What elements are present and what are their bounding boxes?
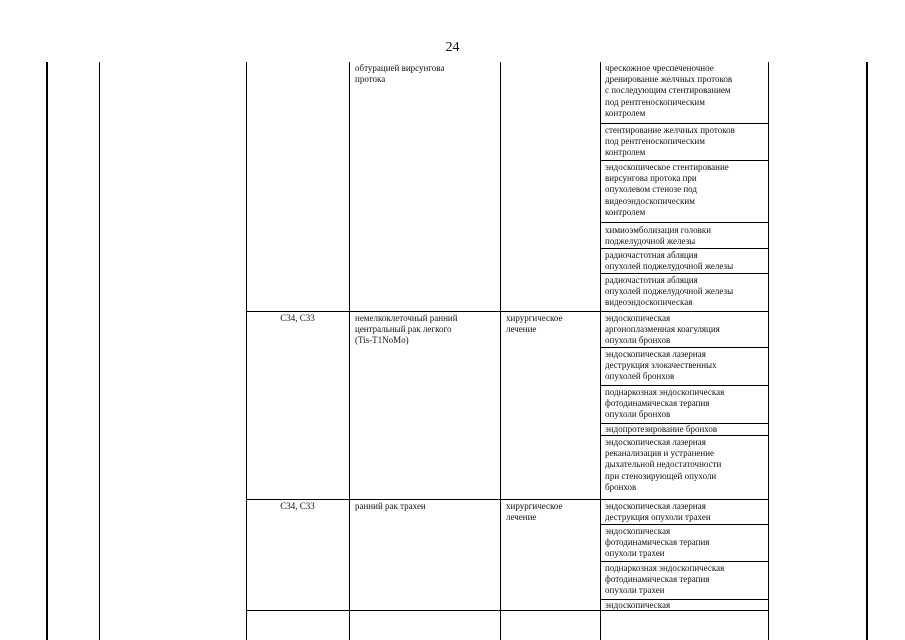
diagnosis-cell: ранний рак трахеи bbox=[355, 501, 426, 511]
table-border-right bbox=[866, 62, 868, 640]
column-rule bbox=[349, 62, 350, 640]
procedure-cell: эндоскопическая лазерная деструкция опухоли трахеи bbox=[605, 501, 711, 523]
column-rule bbox=[99, 62, 100, 640]
row-separator bbox=[246, 311, 769, 312]
procedure-cell: поднаркозная эндоскопическая фотодинамическая терапия опухоли трахеи bbox=[605, 563, 725, 596]
procedure-separator bbox=[600, 347, 769, 348]
procedure-cell: чрескожное чреспеченочное дренирование желчных протоков с последующим стентированием под рентгеноскопическим контролем bbox=[605, 63, 733, 118]
column-rule bbox=[500, 62, 501, 640]
diagnosis-cell: обтурацией вирсунгова протока bbox=[355, 63, 445, 85]
procedure-separator bbox=[600, 524, 769, 525]
treatment-cell: хирургическое лечение bbox=[506, 313, 563, 335]
procedure-separator bbox=[600, 561, 769, 562]
column-rule bbox=[600, 62, 601, 640]
code-cell: С34, С33 bbox=[280, 501, 315, 511]
procedure-cell: эндоскопическое стентирование вирсунгова протока при опухолевом стенозе под видеоэндоскопическим контролем bbox=[605, 162, 729, 217]
procedure-cell: радиочастотная абляция опухолей поджелудочной железы bbox=[605, 250, 734, 272]
procedure-cell: радиочастотная абляция опухолей поджелудочной железы видеоэндоскопическая bbox=[605, 275, 734, 308]
procedure-separator bbox=[600, 385, 769, 386]
procedure-cell: эндопротезирование бронхов bbox=[605, 424, 718, 434]
procedure-cell: поднаркозная эндоскопическая фотодинамическая терапия опухоли бронхов bbox=[605, 387, 725, 420]
row-separator bbox=[246, 499, 769, 500]
diagnosis-cell: немелкоклеточный ранний центральный рак легкого (Tis-T1NoMo) bbox=[355, 313, 458, 346]
procedure-separator bbox=[600, 273, 769, 274]
procedure-separator bbox=[600, 222, 769, 223]
procedure-cell: эндоскопическая лазерная реканализация и устранение дыхательной недостаточности при стенозирующей опухоли бронхов bbox=[605, 437, 722, 492]
procedure-separator bbox=[600, 123, 769, 124]
procedure-cell: эндоскопическая фотодинамическая терапия опухоли трахеи bbox=[605, 526, 710, 559]
procedure-separator bbox=[600, 248, 769, 249]
page-number: 24 bbox=[445, 40, 460, 55]
procedure-cell: эндоскопическая аргоноплазменная коагуляция опухоли бронхов bbox=[605, 313, 720, 346]
column-rule bbox=[246, 62, 247, 640]
table-border-left bbox=[46, 62, 48, 640]
procedure-cell: эндоскопическая bbox=[605, 600, 671, 610]
procedure-cell: эндоскопическая лазерная деструкция злокачественных опухолей бронхов bbox=[605, 349, 717, 382]
procedure-separator bbox=[600, 160, 769, 161]
treatment-cell: хирургическое лечение bbox=[506, 501, 563, 523]
code-cell: С34, С33 bbox=[280, 313, 315, 323]
procedure-cell: химиоэмболизация головки поджелудочной железы bbox=[605, 225, 712, 247]
procedure-cell: стентирование желчных протоков под рентгеноскопическим контролем bbox=[605, 125, 735, 158]
